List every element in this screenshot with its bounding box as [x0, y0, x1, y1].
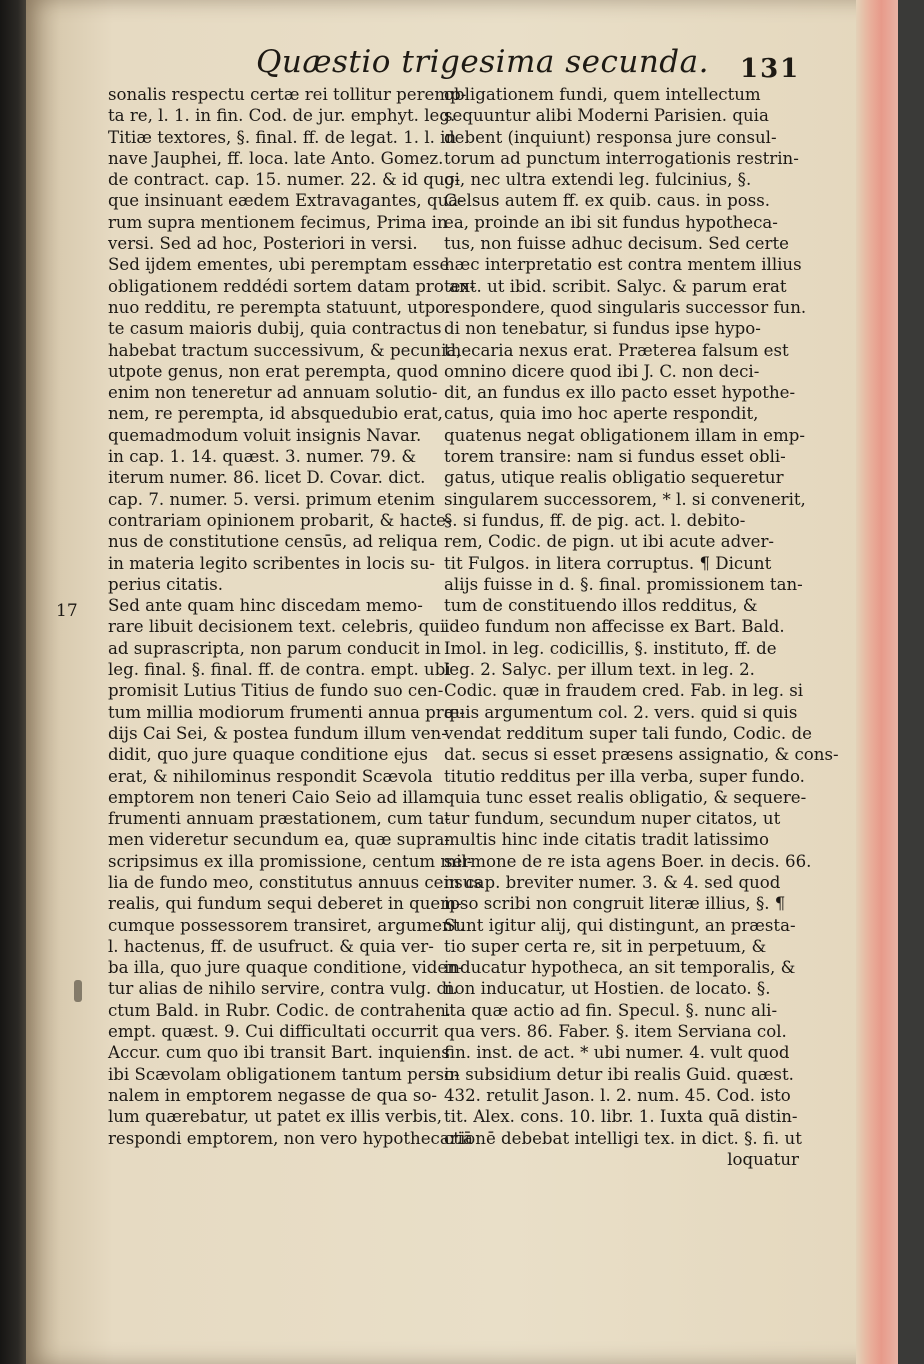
text-line: scripsimus ex illa promissione, centum mil-	[108, 851, 473, 871]
text-line: tio super certa re, sit in perpetuum, &	[444, 936, 767, 956]
book-page	[26, 0, 898, 1364]
left-column	[108, 84, 482, 1149]
text-line: erat, & nihilominus respondit Scævola	[108, 766, 433, 786]
text-line: rum supra mentionem fecimus, Prima in	[108, 212, 448, 232]
text-line: debent (inquiunt) responsa jure consul-	[444, 127, 777, 147]
text-line: singularem successorem, * l. si convenerit,	[444, 489, 806, 509]
text-line: leg. 2. Salyc. per illum text. in leg. 2.	[444, 660, 755, 680]
text-line: obligationem fundi, quem intellectum	[444, 85, 761, 104]
text-line: que insinuant eædem Extravagantes, qua-	[108, 191, 464, 211]
text-line: Accur. cum quo ibi transit Bart. inquiens	[108, 1043, 450, 1063]
text-line: respondere, quod singularis successor fun.	[444, 297, 807, 317]
text-line: nus de constitutione censūs, ad reliqua	[108, 532, 438, 552]
text-line: hæc interpretatio est contra mentem illius	[444, 255, 802, 275]
text-line: gatus, utique realis obligatio sequeretur	[444, 468, 784, 488]
text-line: realis, qui fundum sequi deberet in quem-	[108, 894, 462, 914]
text-line: ea, proinde an ibi sit fundus hypotheca-	[444, 212, 778, 232]
text-line: versi. Sed ad hoc, Posteriori in versi.	[108, 234, 418, 254]
text-line: nem, re perempta, id absquedubio erat,	[108, 404, 443, 424]
text-line: ad suprascripta, non parum conducit in	[108, 638, 441, 658]
text-line: tit. Alex. cons. 10. libr. 1. Iuxta quā distin-	[444, 1107, 798, 1127]
catchword: loquatur	[727, 1149, 799, 1169]
text-line: emptorem non teneri Caio Seio ad illam	[108, 787, 445, 807]
text-line: sonalis respectu certæ rei tollitur peremp-	[108, 85, 467, 104]
text-line: in materia legito scribentes in locis su-	[108, 553, 436, 573]
text-line: vendat redditum super tali fundo, Codic. de	[444, 723, 812, 743]
text-line: didit, quo jure quaque conditione ejus	[108, 745, 428, 765]
page-edge-red	[856, 0, 898, 1364]
text-line: ibi Scævolam obligationem tantum perso-	[108, 1064, 460, 1084]
text-line: inducatur hypotheca, an sit temporalis, &	[444, 958, 796, 978]
text-line: text. ut ibid. scribit. Salyc. & parum erat	[444, 276, 787, 296]
text-line: in cap. 1. 14. quæst. 3. numer. 79. &	[108, 447, 417, 467]
folio-number: 131	[740, 54, 801, 84]
text-line: multis hinc inde citatis tradit latissimo	[444, 830, 769, 850]
text-line: titutio redditus per illa verba, super fundo.	[444, 766, 805, 786]
text-line: tum de constituendo illos redditus, &	[444, 596, 758, 616]
text-line: cumque possessorem transiret, argument.	[108, 915, 465, 935]
text-line: Codic. quæ in fraudem cred. Fab. in leg. si	[444, 681, 804, 701]
text-line: respondi emptorem, non vero hypothecariā	[108, 1128, 473, 1148]
text-line: enim non teneretur ad annuam solutio-	[108, 383, 438, 403]
text-line: quia tunc esset realis obligatio, & sequere-	[444, 787, 807, 807]
text-line: torem transire: nam si fundus esset obli-	[444, 447, 786, 467]
right-column	[444, 84, 839, 1170]
text-line: lum quærebatur, ut patet ex illis verbis,	[108, 1107, 443, 1127]
text-line: Imol. in leg. codicillis, §. instituto, ff. de	[444, 638, 777, 658]
text-line: dijs Cai Sei, & postea fundum illum ven-	[108, 723, 447, 743]
text-line: ctum Bald. in Rubr. Codic. de contrahen.	[108, 1000, 452, 1020]
text-line: quemadmodum voluit insignis Navar.	[108, 425, 422, 445]
text-line: catus, quia imo hoc aperte respondit,	[444, 404, 759, 424]
text-line: fin. inst. de act. * ubi numer. 4. vult quod	[444, 1043, 790, 1063]
text-line: qua vers. 86. Faber. §. item Serviana col.	[444, 1022, 787, 1042]
text-line: perius citatis.	[108, 574, 224, 594]
text-line: ctionē debebat intelligi tex. in dict. §. fi. ut	[444, 1128, 802, 1148]
ink-mark	[74, 980, 82, 1002]
text-line: sequuntur alibi Moderni Parisien. quia	[444, 106, 769, 126]
text-line: cap. 7. numer. 5. versi. primum etenim	[108, 489, 435, 509]
text-line: empt. quæst. 9. Cui difficultati occurrit	[108, 1022, 439, 1042]
text-line: utpote genus, non erat perempta, quod	[108, 361, 439, 381]
text-line: de contract. cap. 15. numer. 22. & id quo-	[108, 170, 461, 190]
running-title: Quæstio trigesima secunda.	[256, 44, 709, 80]
text-line: obligationem reddédi sortem datam pro an-	[108, 276, 476, 296]
text-line: ideo fundum non affecisse ex Bart. Bald.	[444, 617, 785, 637]
text-line: Celsus autem ff. ex quib. caus. in poss.	[444, 191, 771, 211]
text-line: §. si fundus, ff. de pig. act. l. debito-	[444, 510, 746, 530]
text-line: ipso scribi non congruit literæ illius, §. ¶	[444, 894, 786, 914]
text-line: di non tenebatur, si fundus ipse hypo-	[444, 319, 761, 339]
text-line: omnino dicere quod ibi J. C. non deci-	[444, 361, 760, 381]
text-line: Sed ante quam hinc discedam memo-	[108, 596, 423, 616]
text-line: iterum numer. 86. licet D. Covar. dict.	[108, 468, 426, 488]
text-line: sermone de re ista agens Boer. in decis. 66.	[444, 851, 812, 871]
text-line: promisit Lutius Titius de fundo suo cen-	[108, 681, 444, 701]
text-line: torum ad punctum interrogationis restrin-	[444, 148, 799, 168]
text-line: frumenti annuam præstationem, cum ta-	[108, 809, 451, 829]
text-line: in cap. breviter numer. 3. & 4. sed quod	[444, 872, 781, 892]
text-line: 432. retulit Jason. l. 2. num. 45. Cod. isto	[444, 1085, 791, 1105]
text-line: ta re, l. 1. in fin. Cod. de jur. emphyt. leg.	[108, 106, 456, 126]
text-line: gi, nec ultra extendi leg. fulcinius, §.	[444, 170, 752, 190]
text-line: tur fundum, secundum nuper citatos, ut	[444, 809, 781, 829]
text-line: leg. final. §. final. ff. de contra. empt. ubi	[108, 660, 451, 680]
text-line: men videretur secundum ea, quæ supra-	[108, 830, 450, 850]
text-line: contrariam opinionem probarit, & hacte-	[108, 510, 452, 530]
text-line: rem, Codic. de pign. ut ibi acute adver-	[444, 532, 775, 552]
text-line: alijs fuisse in d. §. final. promissionem tan-	[444, 574, 803, 594]
text-line: habebat tractum successivum, & pecunia,	[108, 340, 462, 360]
text-line: non inducatur, ut Hostien. de locato. §.	[444, 979, 771, 999]
text-line: lia de fundo meo, constitutus annuus census	[108, 872, 482, 892]
text-line: nave Jauphei, ff. loca. late Anto. Gomez.	[108, 148, 444, 168]
text-line: ba illa, quo jure quaque conditione, viden-	[108, 958, 464, 978]
text-line: dat. secus si esset præsens assignatio, & cons-	[444, 745, 839, 765]
text-line: ita quæ actio ad fin. Specul. §. nunc ali-	[444, 1000, 778, 1020]
text-line: in subsidium detur ibi realis Guid. quæst.	[444, 1064, 794, 1084]
text-line: tur alias de nihilo servire, contra vulg. di.	[108, 979, 458, 999]
text-line: thecaria nexus erat. Præterea falsum est	[444, 340, 789, 360]
text-line: tum millia modiorum frumenti annua præ-	[108, 702, 465, 722]
text-line: nalem in emptorem negasse de qua so-	[108, 1085, 438, 1105]
text-line: Sed ijdem ementes, ubi peremptam esse	[108, 255, 450, 275]
text-line: dit, an fundus ex illo pacto esset hypothe-	[444, 383, 796, 403]
text-line: quis argumentum col. 2. vers. quid si quis	[444, 702, 798, 722]
text-line: tus, non fuisse adhuc decisum. Sed certe	[444, 234, 789, 254]
margin-section-number: 17	[56, 601, 78, 621]
text-line: Sunt igitur alij, qui distingunt, an præsta-	[444, 915, 796, 935]
text-line: l. hactenus, ff. de usufruct. & quia ver-	[108, 936, 434, 956]
text-line: te casum maioris dubij, quia contractus	[108, 319, 442, 339]
text-line: Titiæ textores, §. final. ff. de legat. 1. l. in	[108, 127, 457, 147]
text-line: nuo redditu, re perempta statuunt, utpo.	[108, 297, 451, 317]
text-line: rare libuit decisionem text. celebris, qui	[108, 617, 446, 637]
text-line: tit Fulgos. in litera corruptus. ¶ Dicunt	[444, 553, 772, 573]
text-line: quatenus negat obligationem illam in emp-	[444, 425, 805, 445]
